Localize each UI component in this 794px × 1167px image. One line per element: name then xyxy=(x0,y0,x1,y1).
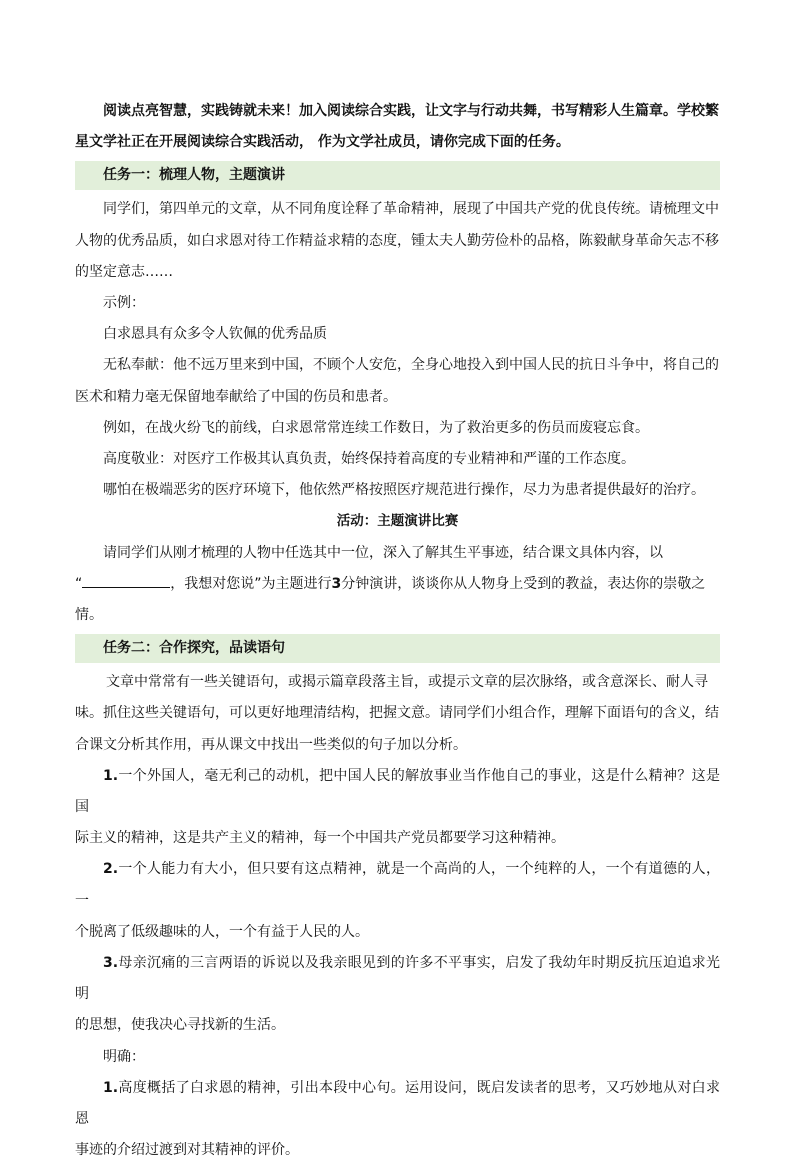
item-1-text: 一个外国人，毫无利己的动机，把中国人民的解放事业当作他自己的事业，这是什么精神？这是国 xyxy=(75,767,720,816)
task2-para-line-2: 味。抓住这些关键语句，可以更好地理清结构，把握文意。请同学们小组合作，理解下面语句的含义，结 xyxy=(75,705,719,722)
intro-line-1: 阅读点亮智慧，实践铸就未来！加入阅读综合实践，让文字与行动共舞，书写精彩人生篇章。学校繁 xyxy=(103,103,719,119)
task1-para-line-1: 同学们，第四单元的文章，从不同角度诠释了革命精神，展现了中国共产党的优良传统。请梳理文中 xyxy=(103,201,719,218)
example-heading: 白求恩具有众多令人钦佩的优秀品质 xyxy=(103,326,327,343)
item-1-number: 1. xyxy=(103,767,119,784)
clarify-label: 明确： xyxy=(103,1048,145,1065)
example-label: 示例： xyxy=(103,295,145,312)
selfless-line-1: 无私奉献：他不远万里来到中国，不顾个人安危，全身心地投入到中国人民的抗日斗争中，将自己的 xyxy=(103,357,719,374)
answer-1-number: 1. xyxy=(103,1079,119,1096)
item-2-line-1 xyxy=(75,854,720,916)
minutes-number: 3 xyxy=(331,575,342,592)
intro-line-2: 星文学社正在开展阅读综合实践活动， 作为文学社成员，请你完成下面的任务。 xyxy=(75,134,570,151)
activity-line-2 xyxy=(75,569,720,600)
item-3-line-1 xyxy=(75,948,720,1010)
task1-heading: 任务一：梳理人物，主题演讲 xyxy=(75,161,720,190)
answer-1-line-2: 事迹的介绍过渡到对其精神的评价。 xyxy=(75,1142,299,1159)
open-quote: “ xyxy=(75,575,83,592)
task2-heading: 任务二：合作探究，品读语句 xyxy=(75,634,720,663)
selfless-example: 例如，在战火纷飞的前线，白求恩常常连续工作数日，为了救治更多的伤员而废寝忘食。 xyxy=(103,419,649,436)
answer-1-text: 高度概括了白求恩的精神，引出本段中心句。运用设问，既启发读者的思考，又巧妙地从对白求恩 xyxy=(75,1079,720,1128)
task2-para-line-3: 合课文分析其作用，再从课文中找出一些类似的句子加以分析。 xyxy=(75,736,467,753)
activity-line-2-text: ，我想对您说”为主题进行 xyxy=(170,575,332,592)
item-3-line-2: 的思想，使我决心寻找新的生活。 xyxy=(75,1017,285,1034)
activity-line-1: 请同学们从刚才梳理的人物中任选其中一位，深入了解其生平事迹，结合课文具体内容，以 xyxy=(103,544,663,561)
item-1-line-1 xyxy=(75,761,720,823)
task1-para-line-3: 的坚定意志…… xyxy=(75,263,173,280)
activity-line-2-tail: 分钟演讲，谈谈你从人物身上受到的教益，表达你的崇敬之 xyxy=(341,575,706,592)
task1-para-line-2: 人物的优秀品质，如白求恩对待工作精益求精的态度，锺太夫人勤劳俭朴的品格，陈毅献身革命矢志不移 xyxy=(75,232,719,249)
selfless-line-2: 医术和精力毫无保留地奉献给了中国的伤员和患者。 xyxy=(75,388,397,405)
document-page xyxy=(75,96,720,1167)
item-2-line-2: 个脱离了低级趣味的人，一个有益于人民的人。 xyxy=(75,923,369,940)
item-3-text: 母亲沉痛的三言两语的诉说以及我亲眼见到的许多不平事实，启发了我幼年时期反抗压迫追求光明 xyxy=(75,955,720,1003)
item-3-number: 3. xyxy=(103,955,119,972)
dedication-text: 高度敬业：对医疗工作极其认真负责，始终保持着高度的专业精神和严谨的工作态度。 xyxy=(103,451,635,468)
item-2-text: 一个人能力有大小，但只要有这点精神，就是一个高尚的人，一个纯粹的人，一个有道德的人，一 xyxy=(75,861,720,909)
activity-title: 活动：主题演讲比赛 xyxy=(336,513,459,530)
answer-1-line-1 xyxy=(75,1073,720,1135)
activity-line-3: 情。 xyxy=(75,607,103,624)
item-1-line-2: 际主义的精神，这是共产主义的精神，每一个中国共产党员都要学习这种精神。 xyxy=(75,830,565,847)
task2-para-line-1: 文章中常常有一些关键语句，或揭示篇章段落主旨，或提示文章的层次脉络，或含意深长、耐人寻 xyxy=(106,674,708,691)
fill-in-blank[interactable] xyxy=(82,573,170,588)
dedication-example: 哪怕在极端恶劣的医疗环境下，他依然严格按照医疗规范进行操作，尽力为患者提供最好的治疗。 xyxy=(103,482,705,499)
item-2-number: 2. xyxy=(103,861,119,878)
